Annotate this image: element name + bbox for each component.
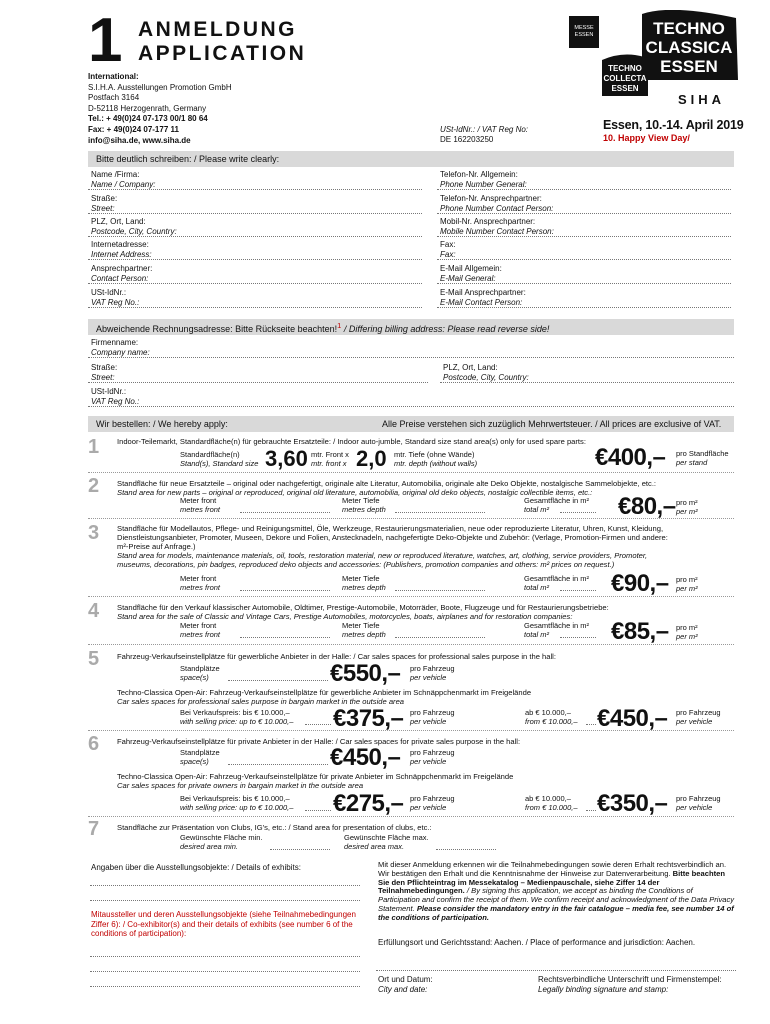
item-number-4: 4	[88, 600, 100, 622]
item3-g: Gesamtfläche in m²	[524, 574, 590, 583]
ustid-label: USt-IdNr.: / VAT Reg No:	[440, 125, 529, 134]
item3-unit	[676, 576, 698, 593]
item2-m1: Meter front	[180, 496, 217, 505]
field-label-en: Contact Person:	[91, 273, 149, 283]
item2-unit-de: pro m²	[676, 498, 698, 507]
item7-min-input[interactable]	[270, 849, 330, 850]
item5-upto-input[interactable]	[305, 724, 331, 725]
item4-m2en: metres depth	[342, 629, 386, 639]
field-underline	[88, 236, 422, 237]
item1-front-de: mtr. Front x	[311, 450, 349, 459]
item6-pf: pro Fahrzeug	[410, 748, 455, 757]
item2-m2en: metres depth	[342, 504, 386, 514]
item3-gen: total m²	[524, 582, 550, 592]
field-underline	[437, 189, 731, 190]
contact-block	[88, 72, 232, 146]
item3-de: Standfläche für Modellautos, Pflege- und Reinigungsmittel, Öle, Werkzeuge, Restaurierungsmaterialien, neue oder reproduzierte Literatur, Uhren, Kunst, Kleidung, Dienstleistungsanbieter, Promoter, Museen, Dekore und Folien, Anstecknadeln, nachgefertigte Deko-Objekte und Zubehör: (Verlage, Promotion-Firmen und andere: m²-Preise auf Anfrage.)	[117, 524, 668, 551]
item1-stand-label	[180, 451, 258, 468]
item4-description	[117, 603, 687, 621]
item3-depth-input[interactable]	[395, 590, 485, 591]
item1-depth-label	[394, 451, 477, 468]
field-label-en: Street:	[91, 203, 115, 213]
item4-en: Stand area for the sale of Classic and Vintage Cars, Prestige Automobiles, motorcycles, boats, airplanes and for restoration companies:	[117, 612, 573, 621]
item5-upto-label	[180, 709, 293, 726]
right-field-1[interactable]	[440, 194, 553, 213]
contact-pobox: Postfach 3164	[88, 93, 140, 103]
item2-price: €80,–	[618, 493, 676, 520]
item1-description: Indoor-Teilemarkt, Standardfläche(n) für gebrauchte Ersatzteile: / Indoor auto-jumble, Standard size stand area(s) only for used spare parts:	[117, 437, 586, 446]
field-underline	[437, 307, 731, 308]
item6-unit1	[410, 749, 455, 766]
item6-ab: ab € 10.000,–	[525, 794, 571, 803]
contact-city: D-52118 Herzogenrath, Germany	[88, 103, 207, 113]
item2-en: Stand area for new parts – original or reproduced, original old literature, automobilia, original old deko objects, nostalgic collectible items, etc.:	[117, 488, 593, 497]
item2-de: Standfläche für neue Ersatzteile – original oder nachgefertigt, originale alte Literatur, Automobilia, originale alte Deko Objekte, nostalgische Sammelobjekte, etc.:	[117, 479, 657, 488]
item3-unit-de: pro m²	[676, 575, 698, 584]
field-label-en: E-Mail General:	[440, 273, 496, 283]
co-exhibitors-line-1[interactable]	[90, 956, 360, 957]
item6-pv3: per vehicle	[676, 802, 713, 812]
item3-depth-label	[342, 575, 386, 592]
jurisdiction: Erfüllungsort und Gerichtsstand: Aachen. / Place of performance and jurisdiction: Aachen.	[378, 938, 696, 947]
terms-1: Mit dieser Anmeldung erkennen wir die Teilnahmebedingungen sowie deren Erhalt rechtsverbindlich an. Wir bestätigen den Erhalt und die Kenntnisnahme der Hinweise zur Datenverarbeitung.	[378, 860, 727, 878]
item5-description: Fahrzeug-Verkaufseinstellplätze für gewerbliche Anbieter in der Halle: / Car sales spaces for professional sales purpose in the hall:	[117, 652, 556, 661]
item1-depth-en: mtr. depth (without walls)	[394, 458, 478, 468]
terms-2: Bitte beachten Sie den Pflichteintrag im Messekatalog – Medienpauschale, siehe Ziffer 14 der Teilnahmebedingungen.	[378, 868, 725, 896]
co-exhibitors-line-2[interactable]	[90, 971, 360, 972]
contact-email-web: info@siha.de, www.siha.de	[88, 135, 191, 145]
item3-m2en: metres depth	[342, 582, 386, 592]
field-label-de: Ansprechpartner:	[91, 264, 153, 273]
item-number-2: 2	[88, 475, 100, 497]
billing-vat-field[interactable]	[91, 387, 139, 406]
separator	[88, 472, 734, 473]
billing-bar-en: / Differing billing address: Please read reverse side!	[341, 324, 550, 334]
field-underline	[88, 189, 422, 190]
item1-front-en: mtr. front x	[311, 458, 347, 468]
left-field-1[interactable]	[91, 194, 117, 213]
item3-m2: Meter Tiefe	[342, 574, 380, 583]
billing-plz-line	[440, 382, 734, 383]
item6-price3: €350,–	[597, 790, 668, 817]
item5-pv2: per vehicle	[410, 716, 447, 726]
billing-street-line	[88, 382, 428, 383]
right-field-3[interactable]	[440, 240, 456, 259]
happy-view-text: Happy View Day/	[618, 133, 690, 143]
messe-essen-logo	[569, 16, 599, 48]
happy-view-day	[603, 133, 690, 143]
item5-spen: space(s)	[180, 672, 209, 682]
item7-min: Gewünschte Fläche min.	[180, 833, 263, 842]
logo-essen: ESSEN	[660, 57, 718, 76]
field-label-de: PLZ, Ort, Land:	[91, 217, 146, 226]
item1-price: €400,–	[595, 444, 666, 471]
field-underline	[88, 259, 422, 260]
item5-bv: Bei Verkaufspreis: bis € 10.000,–	[180, 708, 290, 717]
field-label-de: E-Mail Allgemein:	[440, 264, 502, 273]
field-label-en: Postcode, City, Country:	[91, 226, 177, 236]
item1-l1en: Stand(s), Standard size	[180, 458, 259, 468]
item2-total-input[interactable]	[560, 512, 596, 513]
item5-from-label	[525, 709, 578, 726]
item6-upto-label	[180, 795, 293, 812]
field-label-en: Internet Address:	[91, 249, 152, 259]
item4-unit-en: per m²	[676, 631, 698, 641]
item6-oa-en: Car sales spaces for private owners in bargain market in the outside area	[117, 781, 364, 790]
place-en: City and date:	[378, 984, 428, 994]
sign-de: Rechtsverbindliche Unterschrift und Firmenstempel:	[538, 975, 722, 984]
field-label-de: Fax:	[440, 240, 456, 249]
left-field-0[interactable]	[91, 170, 155, 189]
place-date-label	[378, 975, 433, 994]
collecta-techno: TECHNO	[608, 64, 642, 73]
co-exhibitors-label: Mitaussteller und deren Ausstellungsobjekte (siehe Teilnahmebedingungen Ziffer 6): / Co-exhibitor(s) and their details of exhibits (see number 6 of the conditions of participation):	[91, 910, 356, 938]
item5-pv: per vehicle	[410, 672, 447, 682]
item5-pf: pro Fahrzeug	[410, 664, 455, 673]
item-number-7: 7	[88, 818, 100, 840]
item3-total-input[interactable]	[560, 590, 596, 591]
item5-price3: €450,–	[597, 705, 668, 732]
field-label-de: E-Mail Ansprechpartner:	[440, 288, 526, 297]
billing-vat-de: USt-IdNr.:	[91, 387, 127, 396]
item1-unit-en: per stand	[676, 457, 708, 467]
item3-front-label	[180, 575, 220, 592]
separator	[88, 730, 734, 731]
item3-en: Stand area for models, maintenance materials, oil, tools, restoration material, new or reproduced literature, watches, art, clothing, service providers, Promoter, museums, decorations, pin badges, reproduced deko objects and accessories: (Publishers, promotion companies and others: m² prices on request.)	[117, 551, 648, 569]
item5-pf2: pro Fahrzeug	[410, 708, 455, 717]
billing-firm-en: Company name:	[91, 347, 150, 357]
billing-vat-en: VAT Reg No.:	[91, 396, 140, 406]
contact-fax: Fax: + 49(0)24 07-177 11	[88, 124, 179, 134]
item6-unit3	[676, 795, 721, 812]
separator	[88, 644, 734, 645]
item2-unit-en: per m²	[676, 506, 698, 516]
field-label-de: Mobil-Nr. Ansprechpartner:	[440, 217, 536, 226]
item5-price2: €375,–	[333, 705, 404, 732]
item5-bven: with selling price: up to € 10.000,–	[180, 716, 294, 726]
field-label-en: Name / Company:	[91, 179, 156, 189]
billing-street-field[interactable]	[91, 363, 117, 382]
billing-firm-de: Firmenname:	[91, 338, 139, 347]
item7-max-input[interactable]	[436, 849, 496, 850]
field-label-en: Phone Number Contact Person:	[440, 203, 554, 213]
item4-front-label	[180, 622, 220, 639]
item3-m1en: metres front	[180, 582, 221, 592]
item1-l1: Standardfläche(n)	[180, 450, 240, 459]
logo-classica: CLASSICA	[645, 38, 733, 57]
form-number: 1	[88, 6, 123, 75]
item2-depth-label	[342, 497, 386, 514]
terms-4: Please consider the mandatory entry in the fair catalogue – media fee, see number 14 of the conditions of participation.	[378, 903, 734, 922]
item6-pf2: pro Fahrzeug	[410, 794, 455, 803]
section-bar-write-clearly	[88, 151, 734, 167]
item6-pv2: per vehicle	[410, 802, 447, 812]
field-label-de: Telefon-Nr. Allgemein:	[440, 170, 518, 179]
ustid-block	[440, 125, 528, 145]
item7-min-label	[180, 834, 263, 851]
item1-depth-value: 2,0	[356, 446, 387, 471]
item7-minen: desired area min.	[180, 841, 238, 851]
messe-logo-line1: MESSE	[574, 25, 594, 31]
left-field-3[interactable]	[91, 240, 152, 259]
item4-front-input[interactable]	[240, 637, 330, 638]
item2-g: Gesamtfläche in m²	[524, 496, 590, 505]
item7-max: Gewünschte Fläche max.	[344, 833, 429, 842]
billing-firm-field[interactable]	[91, 338, 150, 357]
item3-front-input[interactable]	[240, 590, 330, 591]
collecta-collecta: COLLECTA	[603, 74, 647, 83]
section-bar-text: Bitte deutlich schreiben: / Please write clearly:	[96, 154, 280, 164]
item4-m1: Meter front	[180, 621, 217, 630]
right-field-0[interactable]	[440, 170, 527, 189]
item6-price2: €275,–	[333, 790, 404, 817]
item6-description: Fahrzeug-Verkaufseinstellplätze für private Anbieter in der Halle: / Car sales spaces for private sales purpose in the hall:	[117, 737, 521, 746]
item-number-3: 3	[88, 522, 100, 544]
field-underline	[88, 307, 422, 308]
terms-text	[378, 861, 736, 923]
exhibits-line-1[interactable]	[90, 885, 360, 886]
right-field-5[interactable]	[440, 288, 526, 307]
item4-unit-de: pro m²	[676, 623, 698, 632]
contact-heading: International:	[88, 72, 139, 81]
item4-m1en: metres front	[180, 629, 221, 639]
ustid-value: DE 162203250	[440, 135, 494, 144]
item1-front-label	[311, 451, 349, 468]
field-label-de: Internetadresse:	[91, 240, 149, 249]
item6-pf3: pro Fahrzeug	[676, 794, 721, 803]
item6-aben: from € 10.000,–	[525, 802, 578, 812]
happy-view-date: 10.	[603, 133, 616, 143]
item5-unit1	[410, 665, 455, 682]
item-number-6: 6	[88, 733, 100, 755]
item4-m2: Meter Tiefe	[342, 621, 380, 630]
section-bar-apply	[88, 416, 734, 432]
place-de: Ort und Datum:	[378, 975, 433, 984]
siha-logo: SIHA	[678, 92, 726, 107]
item3-price: €90,–	[611, 570, 669, 597]
field-label-en: E-Mail Contact Person:	[440, 297, 523, 307]
item7-description: Standfläche zur Präsentation von Clubs, IG's, etc.: / Stand area for presentation of clubs, etc.:	[117, 823, 432, 832]
left-field-2[interactable]	[91, 217, 177, 236]
field-underline	[88, 213, 422, 214]
item5-pf3: pro Fahrzeug	[676, 708, 721, 717]
item6-bv: Bei Verkaufspreis: bis € 10.000,–	[180, 794, 290, 803]
field-label-de: Telefon-Nr. Ansprechpartner:	[440, 194, 542, 203]
item4-g: Gesamtfläche in m²	[524, 621, 590, 630]
item6-pv: per vehicle	[410, 756, 447, 766]
separator	[88, 596, 734, 597]
right-field-4[interactable]	[440, 264, 502, 283]
item5-unit3	[676, 709, 721, 726]
field-label-en: Fax:	[440, 249, 456, 259]
techno-classica-logo	[602, 10, 740, 98]
item2-m2: Meter Tiefe	[342, 496, 380, 505]
billing-street-de: Straße:	[91, 363, 118, 372]
item5-ab: ab € 10.000,–	[525, 708, 571, 717]
item2-m1en: metres front	[180, 504, 221, 514]
signature-label	[538, 975, 722, 994]
messe-logo-line2: ESSEN	[574, 32, 594, 38]
collecta-essen: ESSEN	[611, 84, 639, 93]
item6-from-input[interactable]	[586, 810, 596, 811]
contact-tel: Tel.: + 49(0)24 07-173 00/1 80 64	[88, 114, 208, 124]
field-underline	[437, 259, 731, 260]
item-number-5: 5	[88, 648, 100, 670]
left-field-4[interactable]	[91, 264, 152, 283]
apply-bar-left: Wir bestellen: / We hereby apply:	[96, 419, 228, 429]
field-underline	[437, 283, 731, 284]
exhibits-label: Angaben über die Ausstellungsobjekte: / Details of exhibits:	[91, 863, 301, 872]
item2-front-input[interactable]	[240, 512, 330, 513]
item4-gen: total m²	[524, 629, 550, 639]
item6-space-input[interactable]	[228, 764, 328, 765]
item3-unit-en: per m²	[676, 583, 698, 593]
separator	[88, 518, 734, 519]
item5-openair	[117, 688, 717, 706]
item5-aben: from € 10.000,–	[525, 716, 578, 726]
item6-unit2	[410, 795, 455, 812]
item6-oa-de: Techno-Classica Open-Air: Fahrzeug-Verkaufseinstellplätze für private Anbieter im Schnäppchenmarkt im Freigelände	[117, 772, 514, 781]
billing-footnote: 1	[337, 321, 342, 330]
section-bar-billing	[88, 319, 734, 335]
item1-front-value: 3,60	[265, 446, 308, 471]
billing-plz-field[interactable]	[443, 363, 529, 382]
right-field-2[interactable]	[440, 217, 554, 236]
item4-depth-input[interactable]	[395, 637, 485, 638]
item6-upto-input[interactable]	[305, 810, 331, 811]
title-de: ANMELDUNG	[138, 18, 297, 41]
item6-openair	[117, 772, 717, 790]
item6-space-label	[180, 749, 220, 766]
exhibits-line-2[interactable]	[90, 900, 360, 901]
signature-line[interactable]	[376, 970, 736, 971]
contact-company: S.I.H.A. Ausstellungen Promotion GmbH	[88, 82, 232, 92]
item5-unit2	[410, 709, 455, 726]
item4-de: Standfläche für den Verkauf klassischer Automobile, Oldtimer, Prestige-Automobile, Motorräder, Boote, Flugzeuge und für Restaurierungsbetriebe:	[117, 603, 609, 612]
item5-space-label	[180, 665, 220, 682]
item4-unit	[676, 624, 698, 641]
title-en: APPLICATION	[138, 42, 307, 65]
field-underline	[88, 283, 422, 284]
co-exhibitors-line-3[interactable]	[90, 986, 360, 987]
field-underline	[437, 213, 731, 214]
item5-oa-de: Techno-Classica Open-Air: Fahrzeug-Verkaufseinstellplätze für gewerbliche Anbieter im Schnäppchenmarkt im Freigelände	[117, 688, 532, 697]
left-field-5[interactable]	[91, 288, 139, 307]
field-label-en: VAT Reg No.:	[91, 297, 140, 307]
logo-techno: TECHNO	[653, 19, 725, 38]
billing-plz-en: Postcode, City, Country:	[443, 372, 529, 382]
item5-price1: €550,–	[330, 660, 401, 687]
item4-total-input[interactable]	[560, 637, 596, 638]
item5-pv3: per vehicle	[676, 716, 713, 726]
item7-max-label	[344, 834, 429, 851]
item3-description	[117, 524, 677, 569]
item4-depth-label	[342, 622, 386, 639]
apply-bar-right: Alle Preise verstehen sich zuzüglich Mehrwertsteuer. / All prices are exclusive of VAT.	[382, 419, 722, 429]
item6-sp: Standplätze	[180, 748, 220, 757]
item6-spen: space(s)	[180, 756, 209, 766]
item6-bven: with selling price: up to € 10.000,–	[180, 802, 294, 812]
field-label-de: Name /Firma:	[91, 170, 140, 179]
item1-depth-de: mtr. Tiefe (ohne Wände)	[394, 450, 475, 459]
item6-from-label	[525, 795, 578, 812]
terms-3: / By signing this application, we accept as binding the Conditions of Participation and confirm the receipt of them. We confirm receipt and acknowledgment of the Data Privacy Statement.	[378, 886, 735, 913]
item4-price: €85,–	[611, 618, 669, 645]
billing-street-en: Street:	[91, 372, 115, 382]
field-underline	[437, 236, 731, 237]
field-label-en: Mobile Number Contact Person:	[440, 226, 554, 236]
item3-m1: Meter front	[180, 574, 217, 583]
item2-gen: total m²	[524, 504, 550, 514]
billing-vat-line	[88, 406, 734, 407]
item2-front-label	[180, 497, 220, 514]
item6-price1: €450,–	[330, 744, 401, 771]
field-label-en: Phone Number General:	[440, 179, 527, 189]
event-date: Essen, 10.-14. April 2019	[603, 118, 744, 132]
sign-en: Legally binding signature and stamp:	[538, 984, 669, 994]
item1-unit	[676, 450, 729, 467]
item2-depth-input[interactable]	[395, 512, 485, 513]
item2-unit	[676, 499, 698, 516]
item5-from-input[interactable]	[586, 724, 596, 725]
field-label-de: USt-IdNr.:	[91, 288, 127, 297]
field-label-de: Straße:	[91, 194, 118, 203]
separator	[88, 816, 734, 817]
item5-sp: Standplätze	[180, 664, 220, 673]
billing-plz-de: PLZ, Ort, Land:	[443, 363, 498, 372]
item7-maxen: desired area max.	[344, 841, 405, 851]
billing-bar-de: Abweichende Rechnungsadresse: Bitte Rückseite beachten!	[96, 324, 338, 334]
item1-unit-de: pro Standfläche	[676, 449, 729, 458]
billing-firm-line	[88, 357, 734, 358]
item-number-1: 1	[88, 436, 100, 458]
item5-oa-en: Car sales spaces for professional sales purpose in bargain market in the outside area	[117, 697, 405, 706]
item5-space-input[interactable]	[228, 680, 328, 681]
